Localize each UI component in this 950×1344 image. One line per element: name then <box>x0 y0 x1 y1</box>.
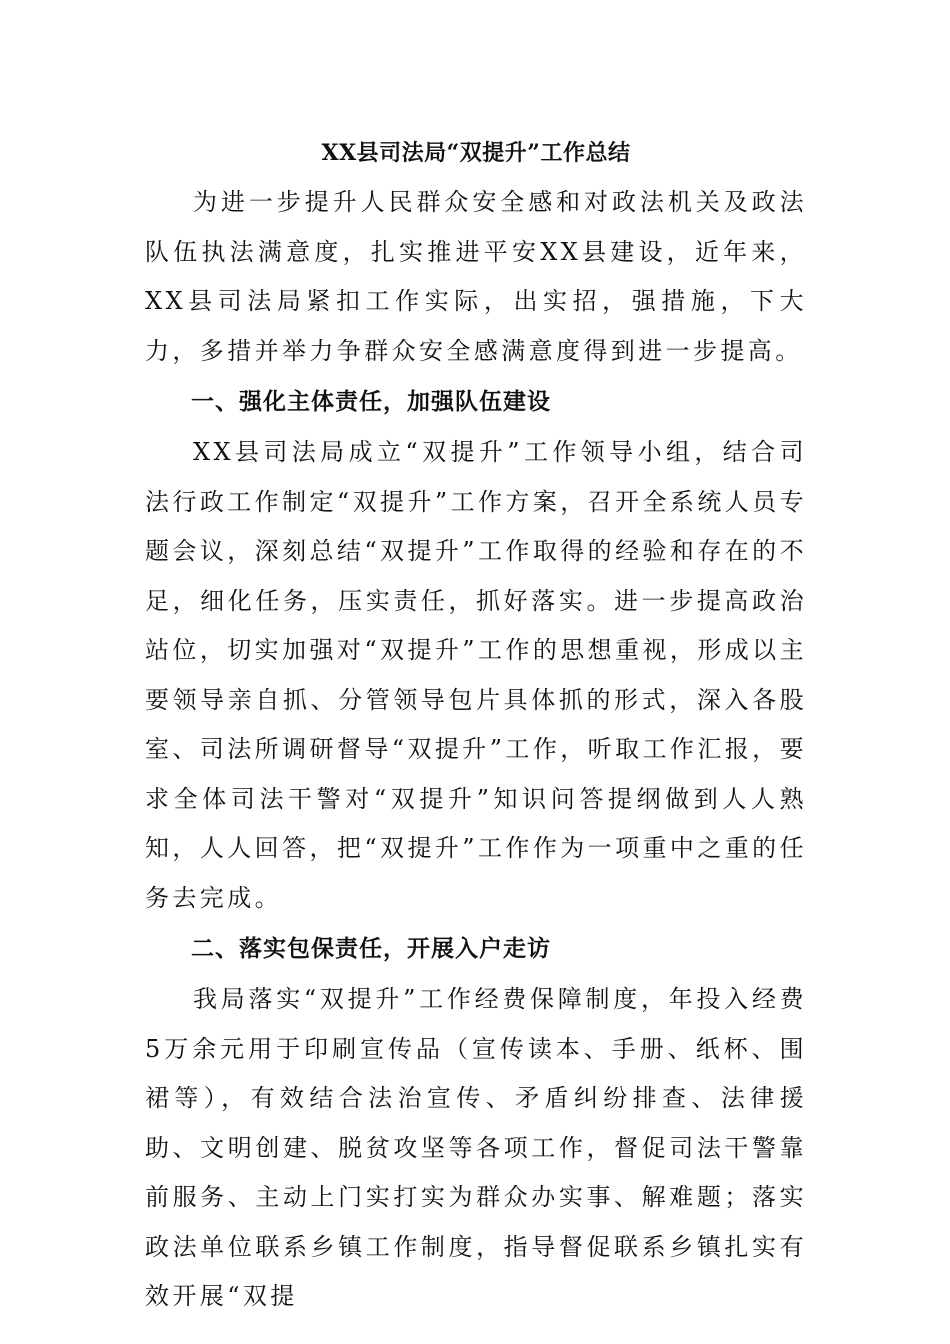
section-1-paragraph: XX县司法局成立“双提升”工作领导小组，结合司法行政工作制定“双提升”工作方案，召开全系统人员专题会议，深刻总结“双提升”工作取得的经验和存在的不足，细化任务，压实责任，抓好落实。进一步提高政治站位，切实加强对“双提升”工作的思想重视，形成以主要领导亲自抓、分管领导包片具体抓的形式，深入各股室、司法所调研督导“双提升”工作，听取工作汇报，要求全体司法干警对“双提升”知识问答提纲做到人人熟知，人人回答，把“双提升”工作作为一项重中之重的任务去完成。 <box>145 438 807 912</box>
document-title: XX县司法局“双提升”工作总结 <box>321 140 631 166</box>
intro-paragraph: 为进一步提升人民群众安全感和对政法机关及政法队伍执法满意度，扎实推进平安XX县建设，近年来，XX县司法局紧扣工作实际，出实招，强措施，下大力，多措并举力争群众安全感满意度得到进一步提高。 <box>145 188 807 365</box>
document-page <box>145 128 807 1322</box>
section-1-heading: 一、强化主体责任，加强队伍建设 <box>191 388 551 415</box>
section-2-heading: 二、落实包保责任，开展入户走访 <box>191 935 551 962</box>
section-2-paragraph: 我局落实“双提升”工作经费保障制度，年投入经费5万余元用于印刷宣传品（宣传读本、手册、纸杯、围裙等），有效结合法治宣传、矛盾纠纷排查、法律援助、文明创建、脱贫攻坚等各项工作，督促司法干警靠前服务、主动上门实打实为群众办实事、解难题；落实政法单位联系乡镇工作制度，指导督促联系乡镇扎实有效开展“双提 <box>145 985 807 1310</box>
